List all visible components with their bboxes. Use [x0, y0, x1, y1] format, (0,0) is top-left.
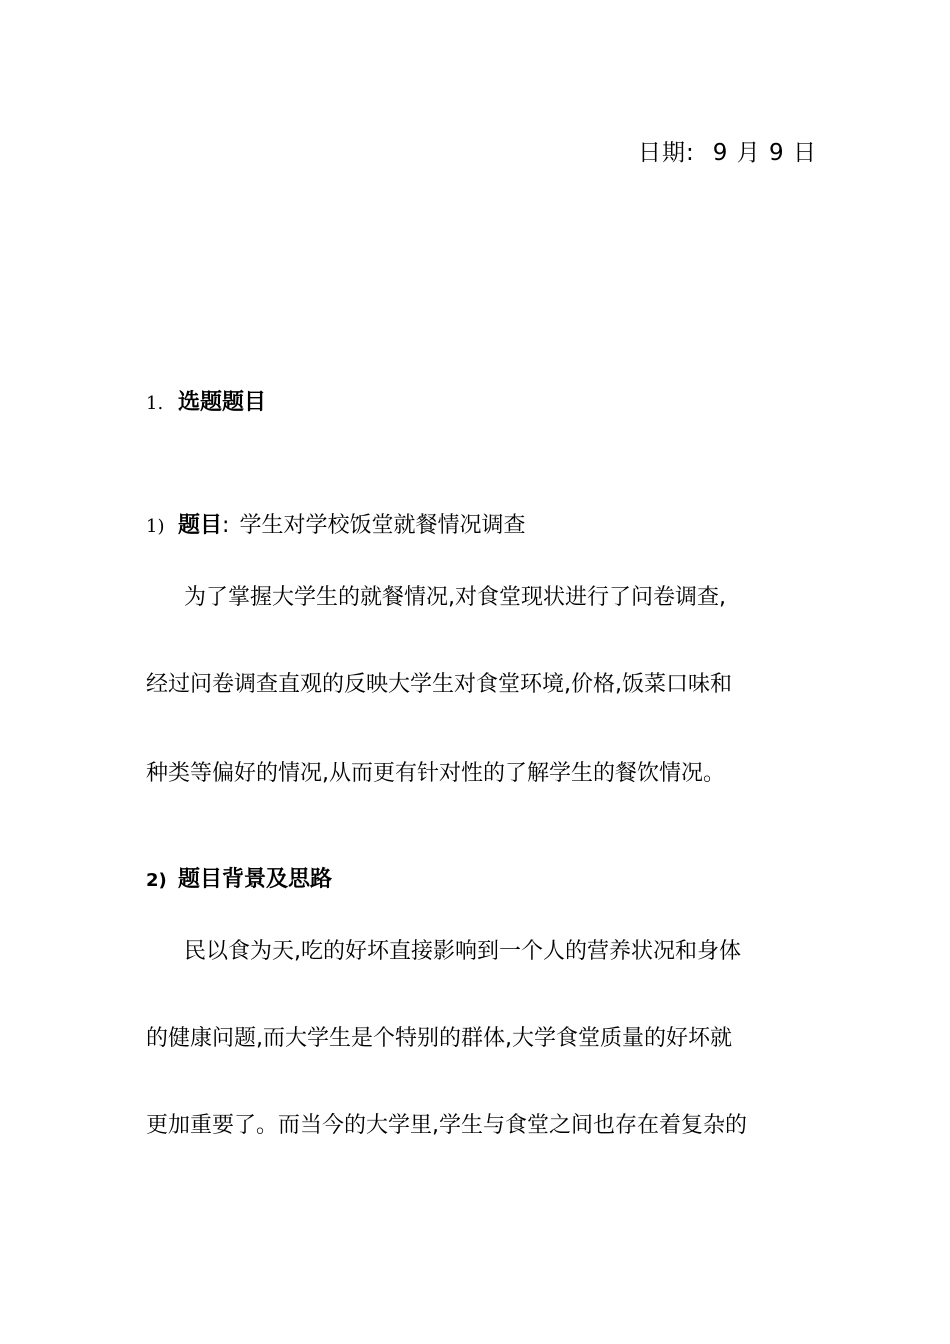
section-number: 1.: [146, 393, 164, 414]
topic-text: 学生对学校饭堂就餐情况调查: [239, 513, 526, 538]
topic-label: 题目: [178, 513, 223, 538]
section-title: 题目背景及思路: [178, 867, 333, 892]
section-heading-2: [146, 862, 332, 893]
topic-colon: :: [222, 513, 230, 538]
section-heading-1: [146, 385, 266, 416]
paragraph-2-line-2: 的健康问题,而大学生是个特别的群体,大学食堂质量的好坏就: [146, 1026, 732, 1051]
paragraph-1-line-3: 种类等偏好的情况,从而更有针对性的了解学生的餐饮情况。: [146, 761, 725, 786]
date-label: 日期:: [638, 140, 695, 166]
topic-number: 1): [146, 516, 165, 537]
paragraph-2-line-1: 民以食为天,吃的好坏直接影响到一个人的营养状况和身体: [184, 939, 741, 964]
paragraph-2-line-3: 更加重要了。而当今的大学里,学生与食堂之间也存在着复杂的: [146, 1113, 747, 1138]
date-value: 9 月 9 日: [712, 140, 817, 166]
date-line: [638, 134, 817, 167]
paragraph-1-line-2: 经过问卷调查直观的反映大学生对食堂环境,价格,饭菜口味和: [146, 672, 732, 697]
section-number: 2): [146, 870, 167, 891]
paragraph-1-line-1: 为了掌握大学生的就餐情况,对食堂现状进行了问卷调查,: [184, 585, 726, 610]
topic-line: [146, 508, 525, 539]
section-title: 选题题目: [178, 390, 267, 415]
